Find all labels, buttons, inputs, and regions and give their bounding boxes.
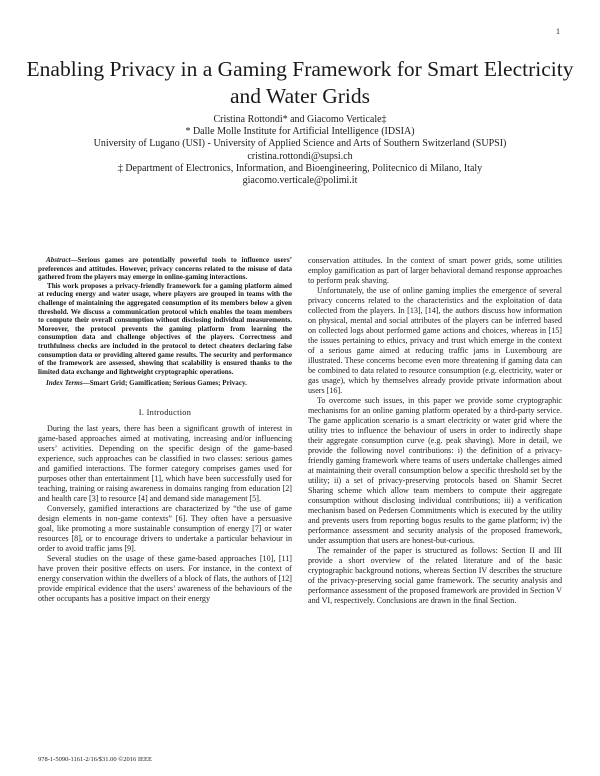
abstract-paragraph-1: Abstract—Serious games are potentially powerful tools to influence users’ preferences and attitudes. However, privacy concerns related to the misuse of data gathered from the players may emerge in online-gaming interactions. (38, 256, 292, 282)
author-block (40, 114, 560, 187)
section-heading-introduction: I. Introduction (138, 407, 192, 417)
body-paragraph: Several studies on the usage of these game-based approaches [10], [11] have proven their positive effects on users. For instance, in the context of energy conservation within the dwellers of a block of flats, the authors of [12] provide empirical evidence that the users’ awareness of the behaviours of the other occupants has a positive impact on their energy (38, 553, 292, 603)
body-paragraph: To overcome such issues, in this paper we provide some cryptographic mechanisms for an online gaming platform operated by a third-party service. The game application scenario is a smart electricity or water grid where the utility tries to influence the behaviour of users in order to indirectly shape their aggregate consumption curve (e.g. peak shaving). More in detail, we provide the following novel contributions: i) the definition of a privacy-friendly gaming framework where teams of users undertake challenges aimed at maintaining their overall consumption below a specific threshold set by the utility; ii) a set of privacy-preserving protocols based on Shamir Secret Sharing scheme which allow team members to compute their aggregate consumption without disclosing individual contributions; iii) a verification mechanism based on Pedersen Commitments which is executed by the utility and prevents users from reporting bogus results to the game platform; iv) the performance assessment and security analysis of the proposed framework, under assumption that users are honest-but-curious. (308, 396, 562, 545)
right-column (308, 256, 562, 606)
abstract-paragraph-2: This work proposes a privacy-friendly framework for a gaming platform aimed at reducing energy and water usage, where players are grouped in teams with the challenge of maintaining the aggregated consumption of its members below a given threshold. We discuss a communication protocol which enables the team members to compute their overall consumption without disclosing individual measurements. Moreover, the protocol prevents the gaming platform from learning the consumption data and challenge objectives of the players. Correctness and truthfulness checks are included in the protocol to detect cheaters declaring false consumption data or providing altered game results. The security and performance of the framework are assessed, showing that scalability is ensured thanks to the limited data exchange and lightweight cryptographic operations. (38, 281, 292, 376)
copyright-footer: 978-1-5090-1161-2/16/$31.00 ©2016 IEEE (38, 756, 152, 763)
affiliation-3: ‡ Department of Electronics, Information, and Bioengineering, Politecnico di Milano, Italy (117, 162, 483, 174)
affiliation-1: * Dalle Molle Institute for Artificial Intelligence (IDSIA) (185, 126, 415, 138)
author-email-1: cristina.rottondi@supsi.ch (247, 150, 353, 162)
paper-title: Enabling Privacy in a Gaming Framework for Smart Electricity and Water Grids (26, 57, 574, 108)
body-paragraph: Unfortunately, the use of online gaming implies the emergence of several privacy concerns related to the characteristics and the exploitation of data collected from the players. In [13], [14], the authors discuss how information on physical, mental and social attributes of the players can be inferred based on collected logs about performed game actions and choices, whereas in [15] the issues pertaining to ethics, privacy and trust which emerge in the context of a serious game aimed at reducing traffic jams in Luxembourg are illustrated. These concerns become even more threatening if gaming data can be combined to data related to resource consumption (e.g. electricity, water or gas usage), which by themselves already provide private information about users [16]. (308, 286, 562, 395)
abstract (38, 256, 292, 376)
body-paragraph: Conversely, gamified interactions are characterized by “the use of game design elements in non-game contexts” [6]. They often have a persuasive goal, like promoting a more sustainable consumption of energy [7] or water resources [8], or to encourage drivers to undertake a particular behaviour in order to avoid traffic jams [9]. (38, 503, 292, 553)
body-paragraph: During the last years, there has been a significant growth of interest in game-based approaches aimed at motivating, increasing and/or influencing users’ activities. Depending on the specific design of the game-based experience, such approaches can be classified in two classes: serious games and gamified interactions. The former category comprises games used for purposes other than entertainment [1], which have been successfully used for teaching, training or raising awareness in domains ranging from education [2] and health care [3] to resource [4] and demand side management [5]. (38, 423, 292, 503)
affiliation-2: University of Lugano (USI) - University of Applied Science and Arts of Southern Switzerland (SUPSI) (93, 138, 507, 150)
page-number: 1 (556, 27, 560, 36)
author-names: Cristina Rottondi* and Giacomo Verticale‡ (213, 114, 387, 125)
author-email-2: giacomo.verticale@polimi.it (242, 175, 358, 187)
left-column (38, 256, 292, 604)
index-terms: Index Terms—Smart Grid; Gamification; Serious Games; Privacy. (46, 379, 247, 388)
body-paragraph: conservation attitudes. In the context of smart power grids, some utilities employ gamification as part of larger behavioral demand response approaches to perform peak shaving. (308, 256, 562, 285)
index-terms-label: Index Terms (46, 379, 83, 388)
body-paragraph: The remainder of the paper is structured as follows: Section II and III provide a short overview of the related literature and of the basic cryptographic background notions, whereas Section IV describes the structure of the privacy-preserving social game framework. The security analysis and performance assessment of the proposed framework are provided in Section V and VI, respectively. Conclusions are drawn in the final Section. (308, 546, 562, 605)
abstract-label: Abstract (46, 256, 71, 264)
